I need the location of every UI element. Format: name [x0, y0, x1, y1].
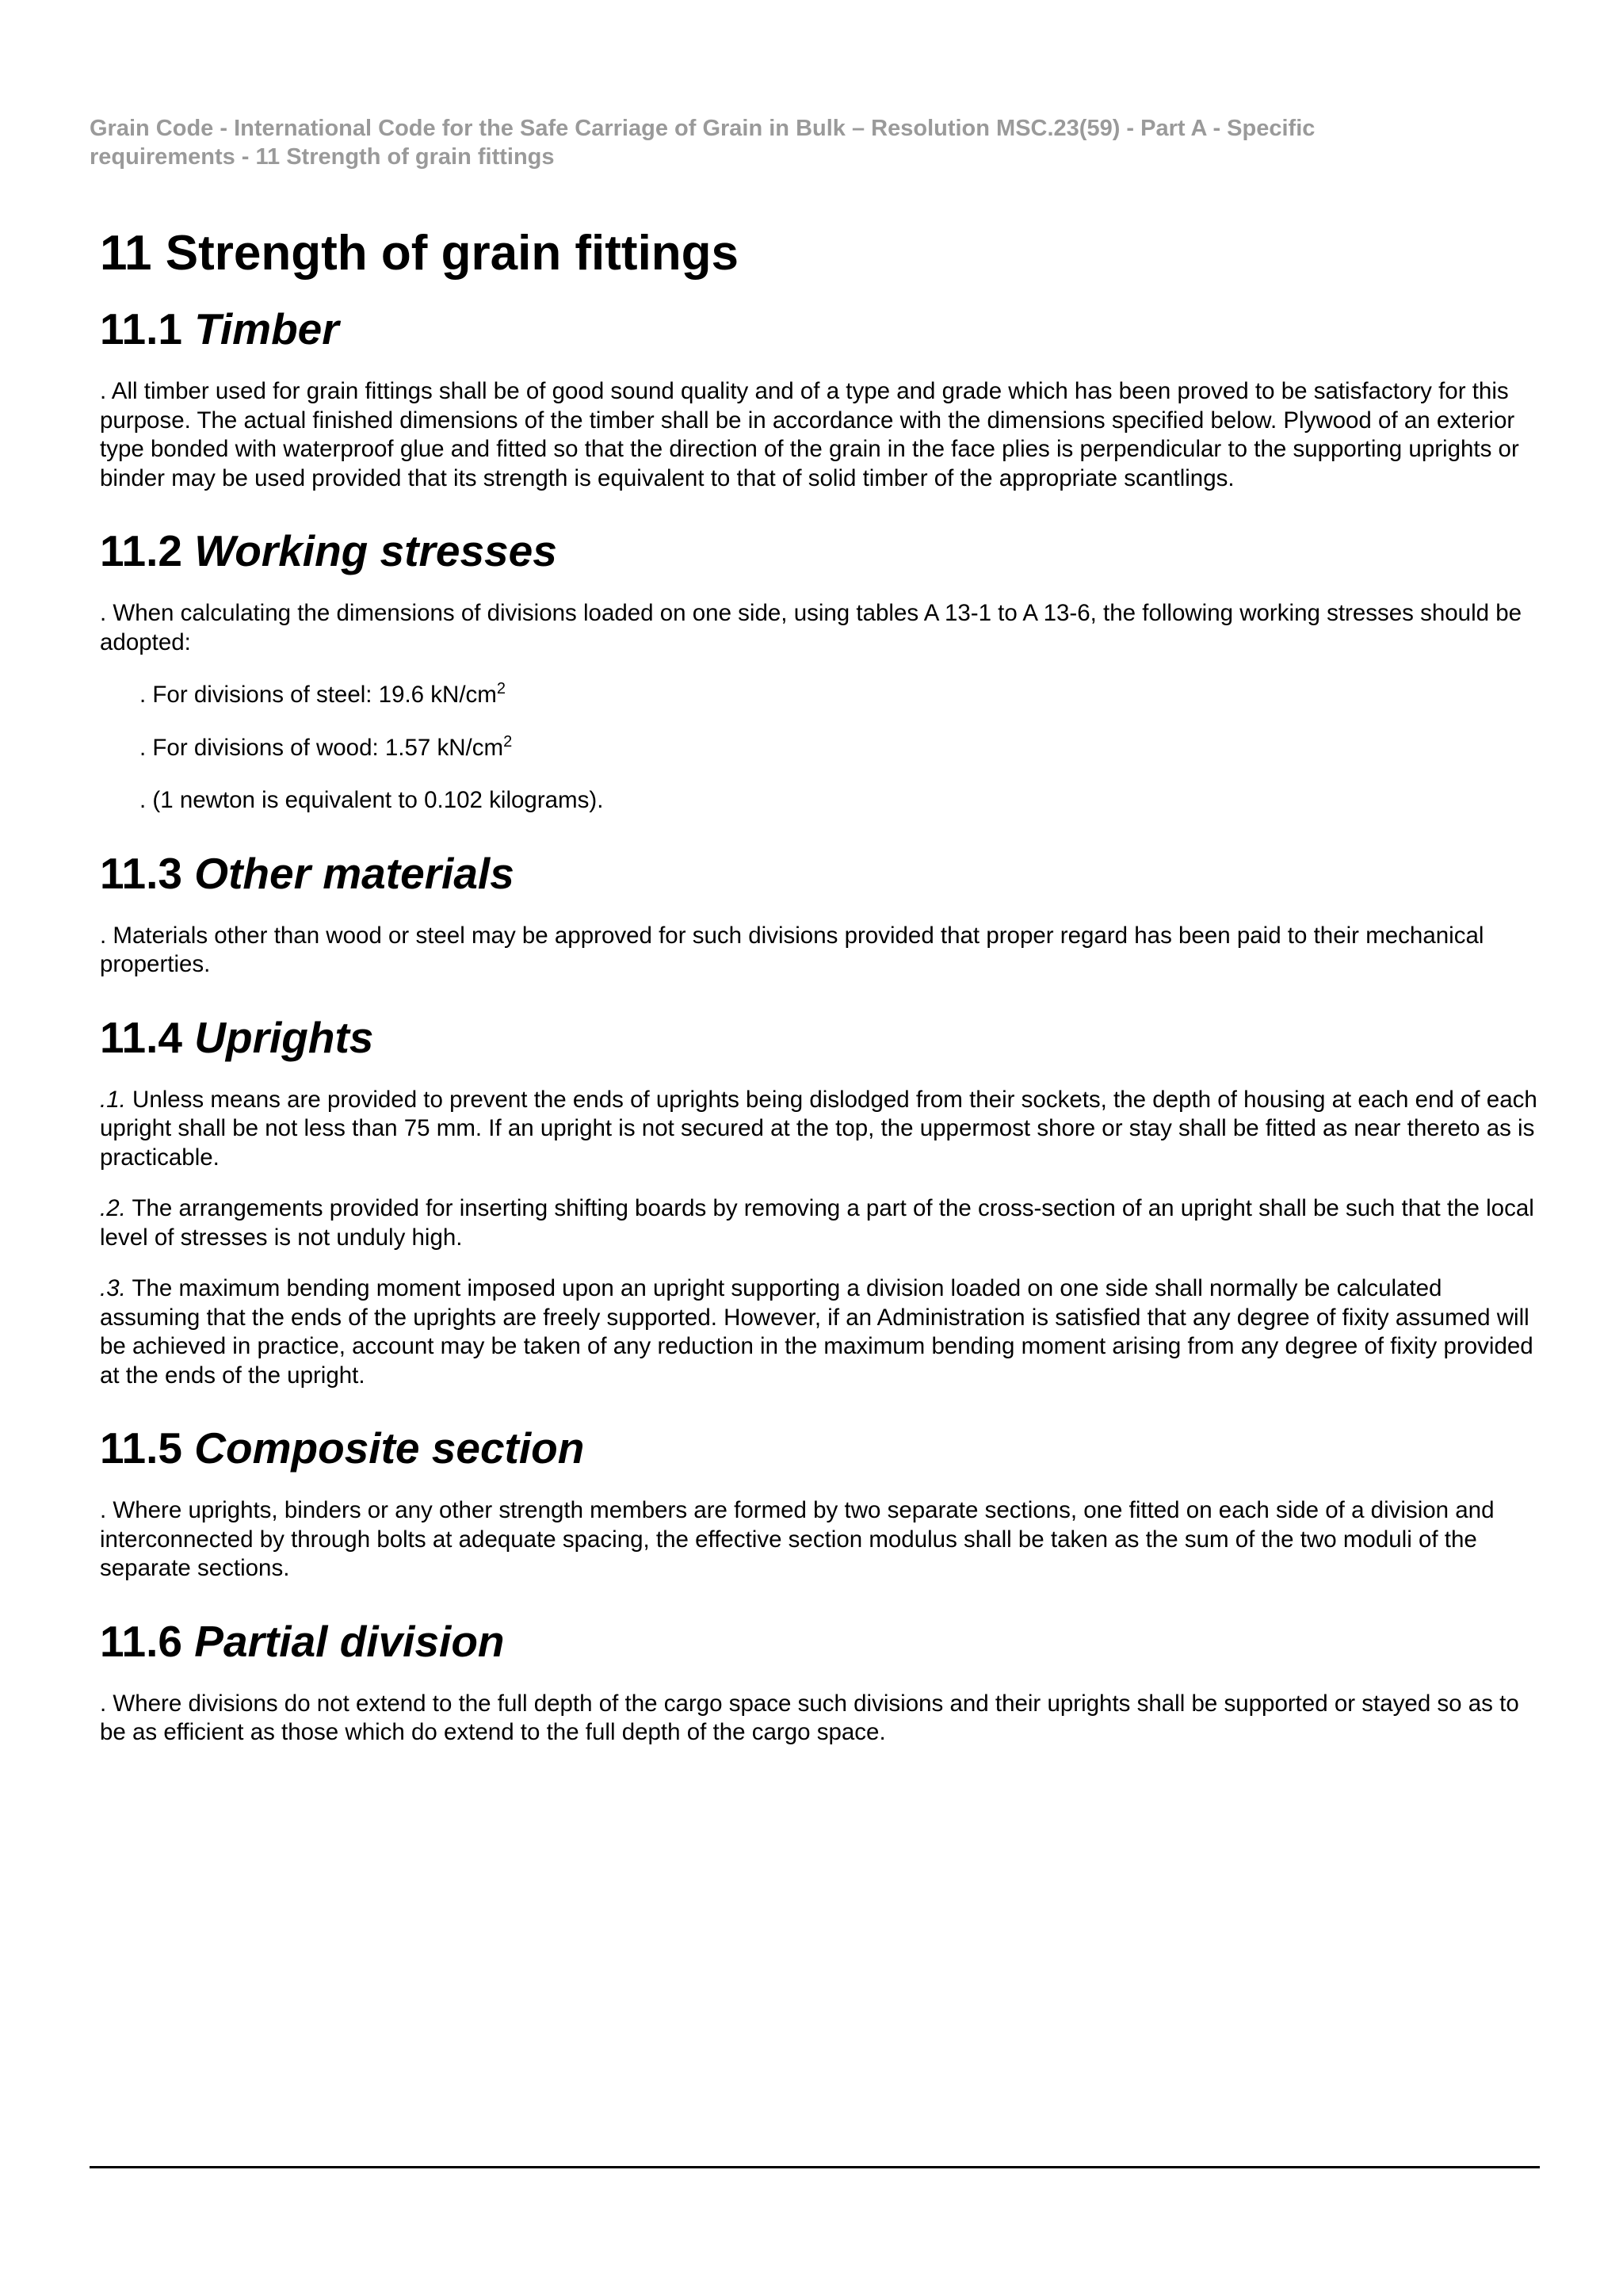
section-timber [100, 303, 1542, 493]
numbered-paragraph [100, 1274, 1542, 1390]
stress-item-steel [139, 681, 1542, 710]
section-number: 11.1 [100, 304, 183, 353]
stress-item-superscript: 2 [503, 732, 513, 751]
document-body [100, 223, 1542, 1779]
section-partial-division [100, 1615, 1542, 1748]
section-working-stresses [100, 525, 1542, 816]
section-number: 11.2 [100, 526, 183, 575]
section-number: 11.3 [100, 848, 183, 898]
section-title: Composite section [194, 1423, 585, 1473]
section-paragraph: . Where uprights, binders or any other strength members are formed by two separate sections, one fitted on each side of a division and interconnected by through bolts at adequate spacing, the effective section modulus shall be taken as the sum of the two moduli of the separate sections. [100, 1497, 1495, 1581]
section-number: 11.4 [100, 1012, 183, 1062]
section-uprights [100, 1011, 1542, 1391]
section-title: Partial division [194, 1616, 505, 1666]
section-paragraph: . Where divisions do not extend to the full depth of the cargo space such divisions and their uprights shall be supported or stayed so as to be as efficient as those which do extend to the full depth of the cargo space. [100, 1690, 1519, 1745]
stress-item-wood [139, 734, 1542, 763]
section-heading [100, 1422, 1542, 1474]
page-title: 11 Strength of grain fittings [100, 226, 739, 281]
section-heading [100, 525, 1542, 577]
paragraph-text: Unless means are provided to prevent the ends of uprights being dislodged from their sockets, the depth of housing at each end of each upright shall be not less than 75 mm. If an upright is not secured at the top, the uppermost shore or stay shall be fitted as near thereto as is practicable. [100, 1086, 1537, 1171]
stress-item-text: . For divisions of steel: 19.6 kN/cm [139, 682, 497, 708]
numbered-paragraph [100, 1194, 1542, 1252]
section-paragraph: . Materials other than wood or steel may be approved for such divisions provided that proper regard has been paid to their mechanical properties. [100, 922, 1484, 977]
section-title: Uprights [194, 1012, 374, 1062]
section-heading [100, 847, 1542, 900]
section-title: Timber [194, 304, 339, 353]
section-number: 11.6 [100, 1616, 183, 1666]
section-heading [100, 1615, 1542, 1668]
paragraph-number: .2. [100, 1195, 126, 1221]
section-title: Other materials [194, 848, 514, 898]
stress-item-superscript: 2 [496, 680, 506, 698]
paragraph-number: .1. [100, 1086, 126, 1113]
paragraph-text: The arrangements provided for inserting shifting boards by removing a part of the cross-section of an upright shall be such that the local level of stresses is not unduly high. [100, 1195, 1534, 1251]
section-other-materials [100, 847, 1542, 980]
paragraph-text: The maximum bending moment imposed upon an upright supporting a division loaded on one side shall normally be calculated assuming that the ends of the uprights are freely supported. However, if an Administration is satisfied that any degree of fixity assumed will be achieved in practice, account may be taken of any reduction in the maximum bending moment arising from any degree of fixity provided at the ends of the upright. [100, 1275, 1533, 1389]
section-paragraph: . When calculating the dimensions of divisions loaded on one side, using tables A 13-1 to A 13-6, the following working stresses should be adopted: [100, 600, 1522, 655]
section-paragraph: . All timber used for grain fittings shall be of good sound quality and of a type and grade which has been proved to be satisfactory for this purpose. The actual finished dimensions of the timber shall be in accordance with the dimensions specified below. Plywood of an exterior type bonded with waterproof glue and fitted so that the direction of the grain in the face plies is perpendicular to the supporting uprights or binder may be used provided that its strength is equivalent to that of solid timber of the appropriate scantlings. [100, 378, 1519, 491]
section-title: Working stresses [194, 526, 557, 575]
paragraph-number: .3. [100, 1275, 126, 1301]
section-number: 11.5 [100, 1423, 183, 1473]
section-composite-section [100, 1422, 1542, 1584]
stress-item-text: . For divisions of wood: 1.57 kN/cm [139, 734, 504, 761]
stress-item-newton-note [139, 786, 1542, 816]
section-heading [100, 303, 1542, 355]
section-heading [100, 1011, 1542, 1064]
footer-divider [90, 2166, 1540, 2168]
stress-item-text: . (1 newton is equivalent to 0.102 kilograms). [139, 787, 604, 813]
running-header: Grain Code - International Code for the Safe Carriage of Grain in Bulk – Resolution MSC.23(59) - Part A - Specific requirements - 11 Strength of grain fittings [90, 116, 1316, 170]
numbered-paragraph [100, 1086, 1542, 1173]
